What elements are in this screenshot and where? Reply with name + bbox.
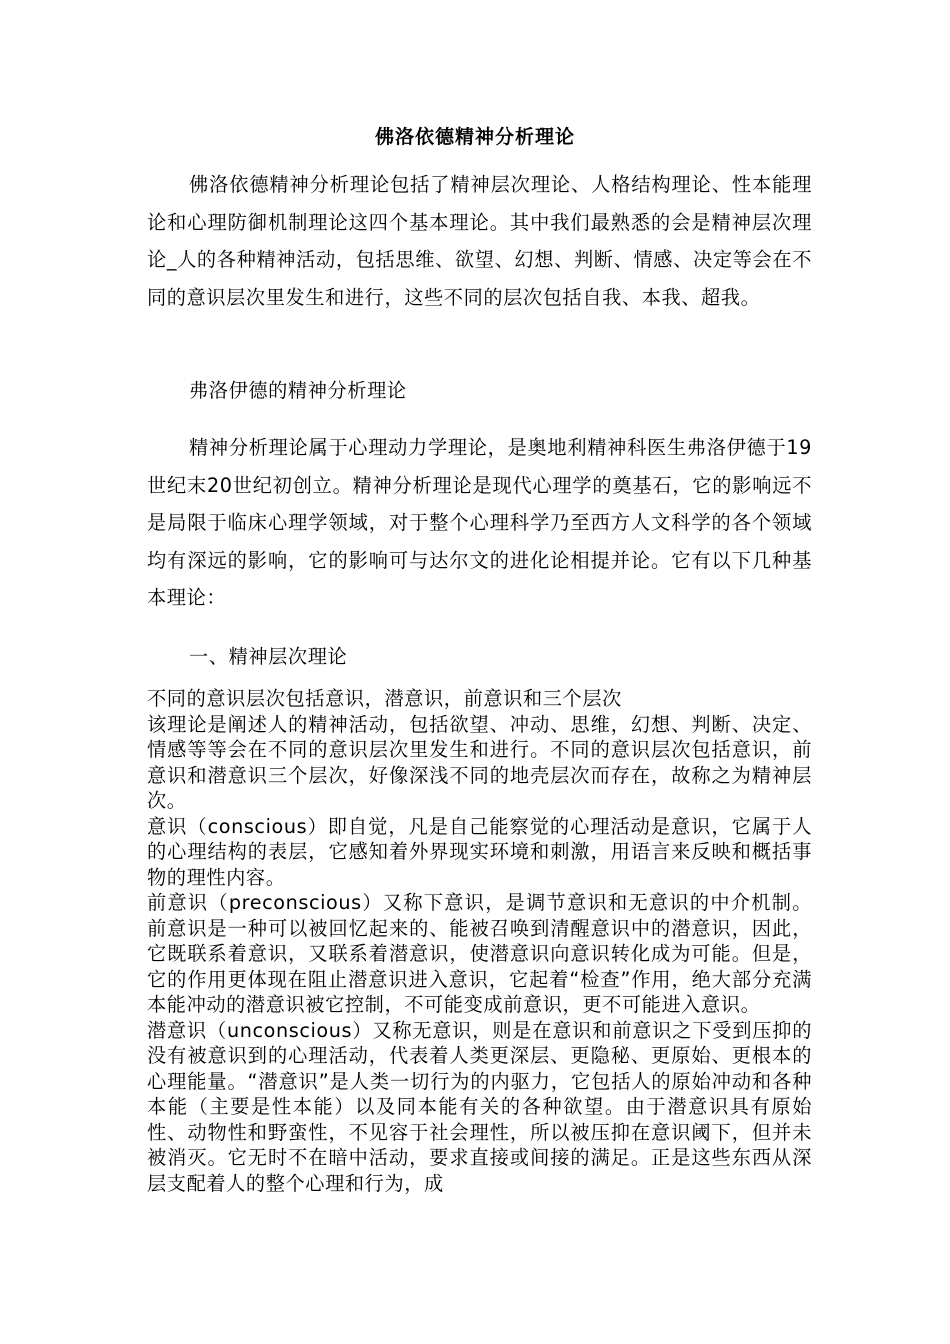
body-line-preconscious: 前意识（preconscious）又称下意识，是调节意识和无意识的中介机制。前意识是一种可以被回忆起来的、能被召唤到清醒意识中的潜意识，因此，它既联系着意识，又联系着潜意识，使潜意识向意识转化成为可能。但是，它的作用更体现在阻止潜意识进入意识，它起着“检查”作用，绝大部分充满本能冲动的潜意识被它控制，不可能变成前意识，更不可能进入意识。 (147, 891, 812, 1016)
mental-levels-body (147, 686, 812, 1196)
section-heading-mental-levels: 一、精神层次理论 (189, 645, 348, 668)
document-title: 佛洛依德精神分析理论 (374, 126, 575, 148)
body-line-theory-description: 该理论是阐述人的精神活动，包括欲望、冲动、思维，幻想、判断、决定、情感等等会在不同的意识层次里发生和进行。不同的意识层次包括意识，前意识和潜意识三个层次，好像深浅不同的地壳层次而存在，故称之为精神层次。 (147, 712, 812, 812)
body-line-unconscious: 潜意识（unconscious）又称无意识，则是在意识和前意识之下受到压抑的没有被意识到的心理活动，代表着人类更深层、更隐秘、更原始、更根本的心理能量。“潜意识”是人类一切行为的内驱力，它包括人的原始冲动和各种本能（主要是性本能）以及同本能有关的各种欲望。由于潜意识具有原始性、动物性和野蛮性，不见容于社会理性，所以被压抑在意识阈下，但并未被消灭。它无时不在暗中活动，要求直接或间接的满足。正是这些东西从深层支配着人的整个心理和行为，成 (147, 1018, 812, 1195)
theory-overview-paragraph: 精神分析理论属于心理动力学理论，是奥地利精神科医生弗洛伊德于19世纪末20世纪初创立。精神分析理论是现代心理学的奠基石，它的影响远不是局限于临床心理学领域，对于整个心理科学乃至西方人文科学的各个领域均有深远的影响，它的影响可与达尔文的进化论相提并论。它有以下几种基本理论： (147, 436, 812, 609)
body-line-conscious: 意识（conscious）即自觉，凡是自己能察觉的心理活动是意识，它属于人的心理结构的表层，它感知着外界现实环境和刺激，用语言来反映和概括事物的理性内容。 (147, 814, 812, 889)
body-line-levels-summary: 不同的意识层次包括意识，潜意识，前意识和三个层次 (147, 687, 622, 710)
section-heading-freud-theory: 弗洛伊德的精神分析理论 (189, 379, 407, 402)
intro-paragraph: 佛洛依德精神分析理论包括了精神层次理论、人格结构理论、性本能理论和心理防御机制理论这四个基本理论。其中我们最熟悉的会是精神层次理论_人的各种精神活动，包括思维、欲望、幻想、判断、情感、决定等会在不同的意识层次里发生和进行，这些不同的层次包括自我、本我、超我。 (147, 173, 812, 309)
